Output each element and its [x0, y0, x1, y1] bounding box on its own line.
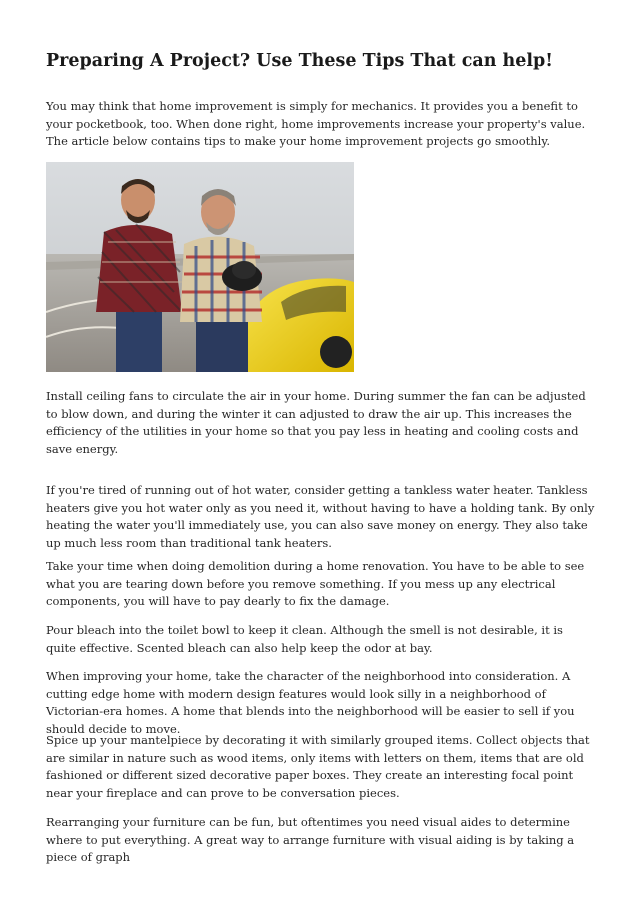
paragraph: Take your time when doing demolition during a home renovation. You have to be able to see what you are tearing down before you remove something. If you mess up any electrical components, you will have to pay dearly to fix the damage.	[46, 559, 585, 608]
document-title: Preparing A Project? Use These Tips That can help!	[46, 51, 553, 71]
intro-paragraph: You may think that home improvement is simply for mechanics. It provides you a benefit to your pocketbook, too. When done right, home improvements increase your property's value. The article below contains tips to make your home improvement projects go smoothly.	[46, 99, 586, 148]
article-photo	[46, 162, 354, 372]
paragraph: When improving your home, take the character of the neighborhood into consideration. A cutting edge home with modern design features would look silly in a neighborhood of Victorian-era homes. A home that blends into the neighborhood will be easier to sell if you should decide to move.	[46, 669, 575, 736]
photo-two-men-yellow-car	[46, 162, 354, 372]
paragraph: If you're tired of running out of hot water, consider getting a tankless water heater. Tankless heaters give you hot water only as you need it, without having to have a holding tank. By only heating the water you'll immediately use, you can also save money on energy. They also take up much less room than traditional tank heaters.	[46, 483, 595, 550]
paragraph: Install ceiling fans to circulate the air in your home. During summer the fan can be adjusted to blow down, and during the winter it can adjusted to draw the air up. This increases the efficiency of the utilities in your home so that you pay less in heating and cooling costs and save energy.	[46, 389, 586, 456]
paragraph: Pour bleach into the toilet bowl to keep it clean. Although the smell is not desirable, it is quite effective. Scented bleach can also help keep the odor at bay.	[46, 623, 563, 655]
paragraph: Spice up your mantelpiece by decorating it with similarly grouped items. Collect objects that are similar in nature such as wood items, only items with letters on them, items that are old fashioned or different sized decorative paper boxes. They create an interesting focal point near your fireplace and can prove to be conversation pieces.	[46, 733, 590, 800]
paragraph: Rearranging your furniture can be fun, but oftentimes you need visual aides to determine where to put everything. A great way to arrange furniture with visual aiding is by taking a piece of graph	[46, 815, 575, 864]
